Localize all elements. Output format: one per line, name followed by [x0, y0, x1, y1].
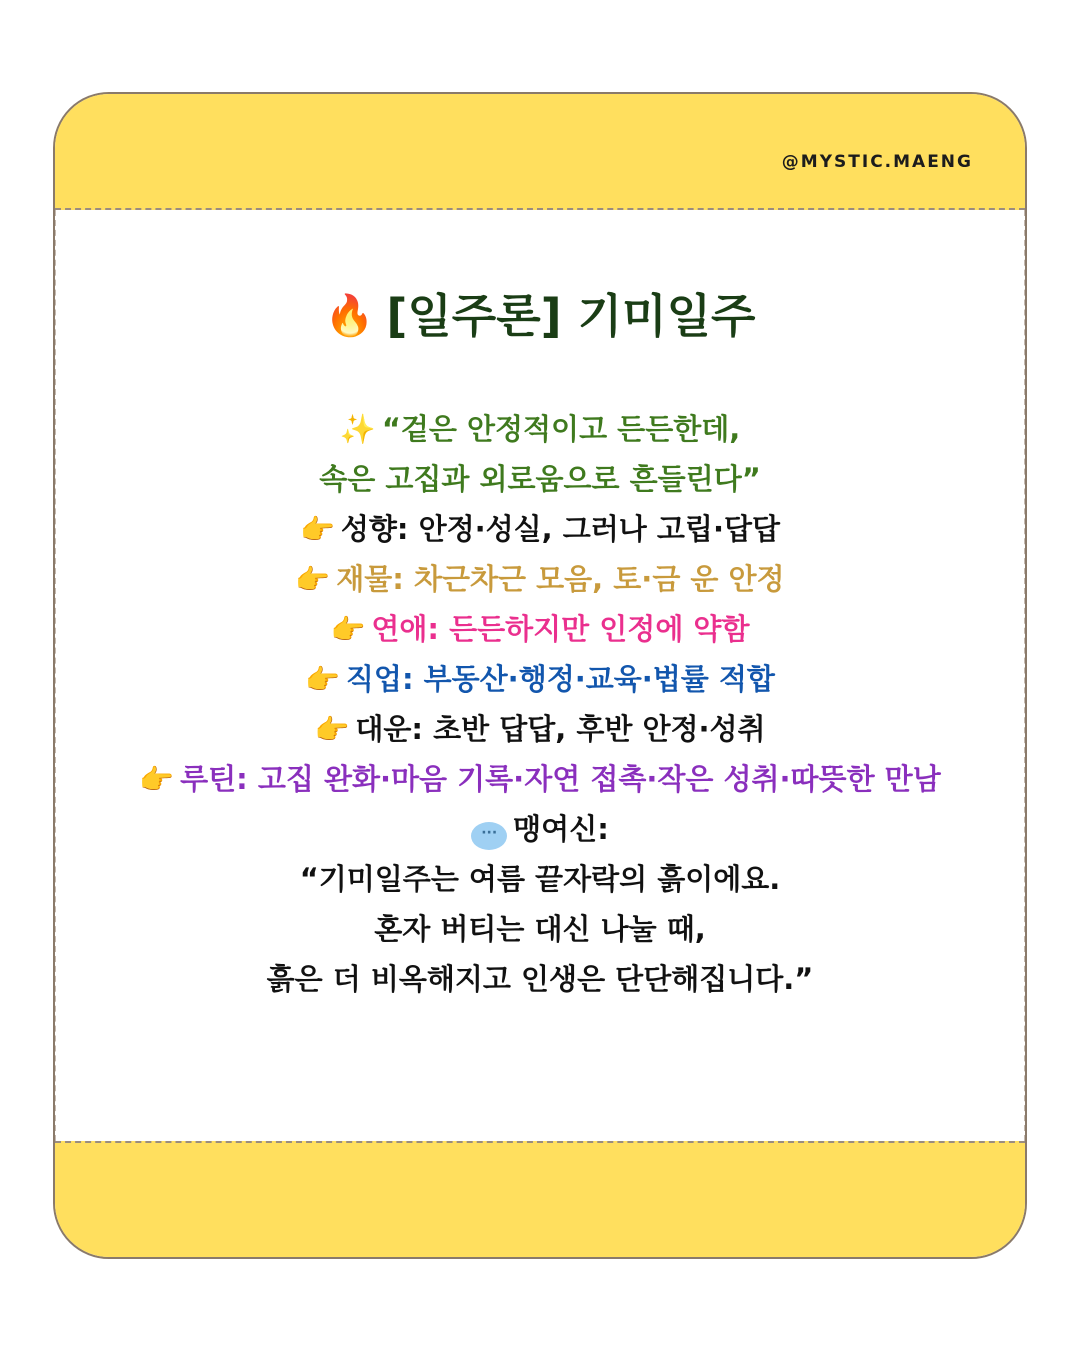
- speaker-name: 맹여신:: [513, 812, 609, 846]
- content-lines: [0, 404, 1080, 1004]
- pointing-hand-icon: 👉: [139, 763, 175, 796]
- pointing-hand-icon: 👉: [314, 713, 350, 746]
- item-routine-text: 루틴: 고집 완화·마음 기록·자연 접촉·작은 성취·따뜻한 만남: [180, 762, 941, 796]
- bottom-band: [55, 1141, 1025, 1257]
- title-text: [일주론] 기미일주: [386, 289, 756, 343]
- closing-line-1: “기미일주는 여름 끝자락의 흙이에요.: [299, 862, 781, 896]
- pointing-hand-icon: 👉: [295, 563, 331, 596]
- item-wealth: [0, 554, 1080, 604]
- quote-text-1: “겉은 안정적이고 든든한데,: [381, 412, 741, 446]
- item-routine: [0, 754, 1080, 804]
- item-tendency: [0, 504, 1080, 554]
- account-handle: @MYSTIC.MAENG: [781, 152, 973, 172]
- item-tendency-text: 성향: 안정·성실, 그러나 고립·답답: [340, 512, 780, 546]
- item-luck-text: 대운: 초반 답답, 후반 안정·성취: [355, 712, 766, 746]
- top-band: [55, 94, 1025, 210]
- sparkles-icon: ✨: [339, 412, 376, 446]
- page-title: [0, 280, 1080, 346]
- fire-icon: 🔥: [324, 293, 375, 339]
- quote-line-1: [0, 404, 1080, 454]
- pointing-hand-icon: 👉: [300, 513, 335, 546]
- pointing-hand-icon: 👉: [330, 613, 366, 646]
- item-job-text: 직업: 부동산·행정·교육·법률 적합: [345, 662, 775, 696]
- quote-line-2: 속은 고집과 외로움으로 흔들린다”: [319, 462, 761, 496]
- item-luck: [0, 704, 1080, 754]
- item-job: [0, 654, 1080, 704]
- pointing-hand-icon: 👉: [305, 663, 340, 696]
- item-love: [0, 604, 1080, 654]
- closing-speaker: [0, 804, 1080, 854]
- closing-line-3: 흙은 더 비옥해지고 인생은 단단해집니다.”: [266, 962, 814, 996]
- closing-line-2: 혼자 버티는 대신 나눌 때,: [374, 912, 706, 946]
- item-wealth-text: 재물: 차근차근 모음, 토·금 운 안정: [336, 562, 785, 596]
- item-love-text: 연애: 든든하지만 인정에 약함: [371, 612, 750, 646]
- speech-bubble-icon: ···: [471, 822, 507, 850]
